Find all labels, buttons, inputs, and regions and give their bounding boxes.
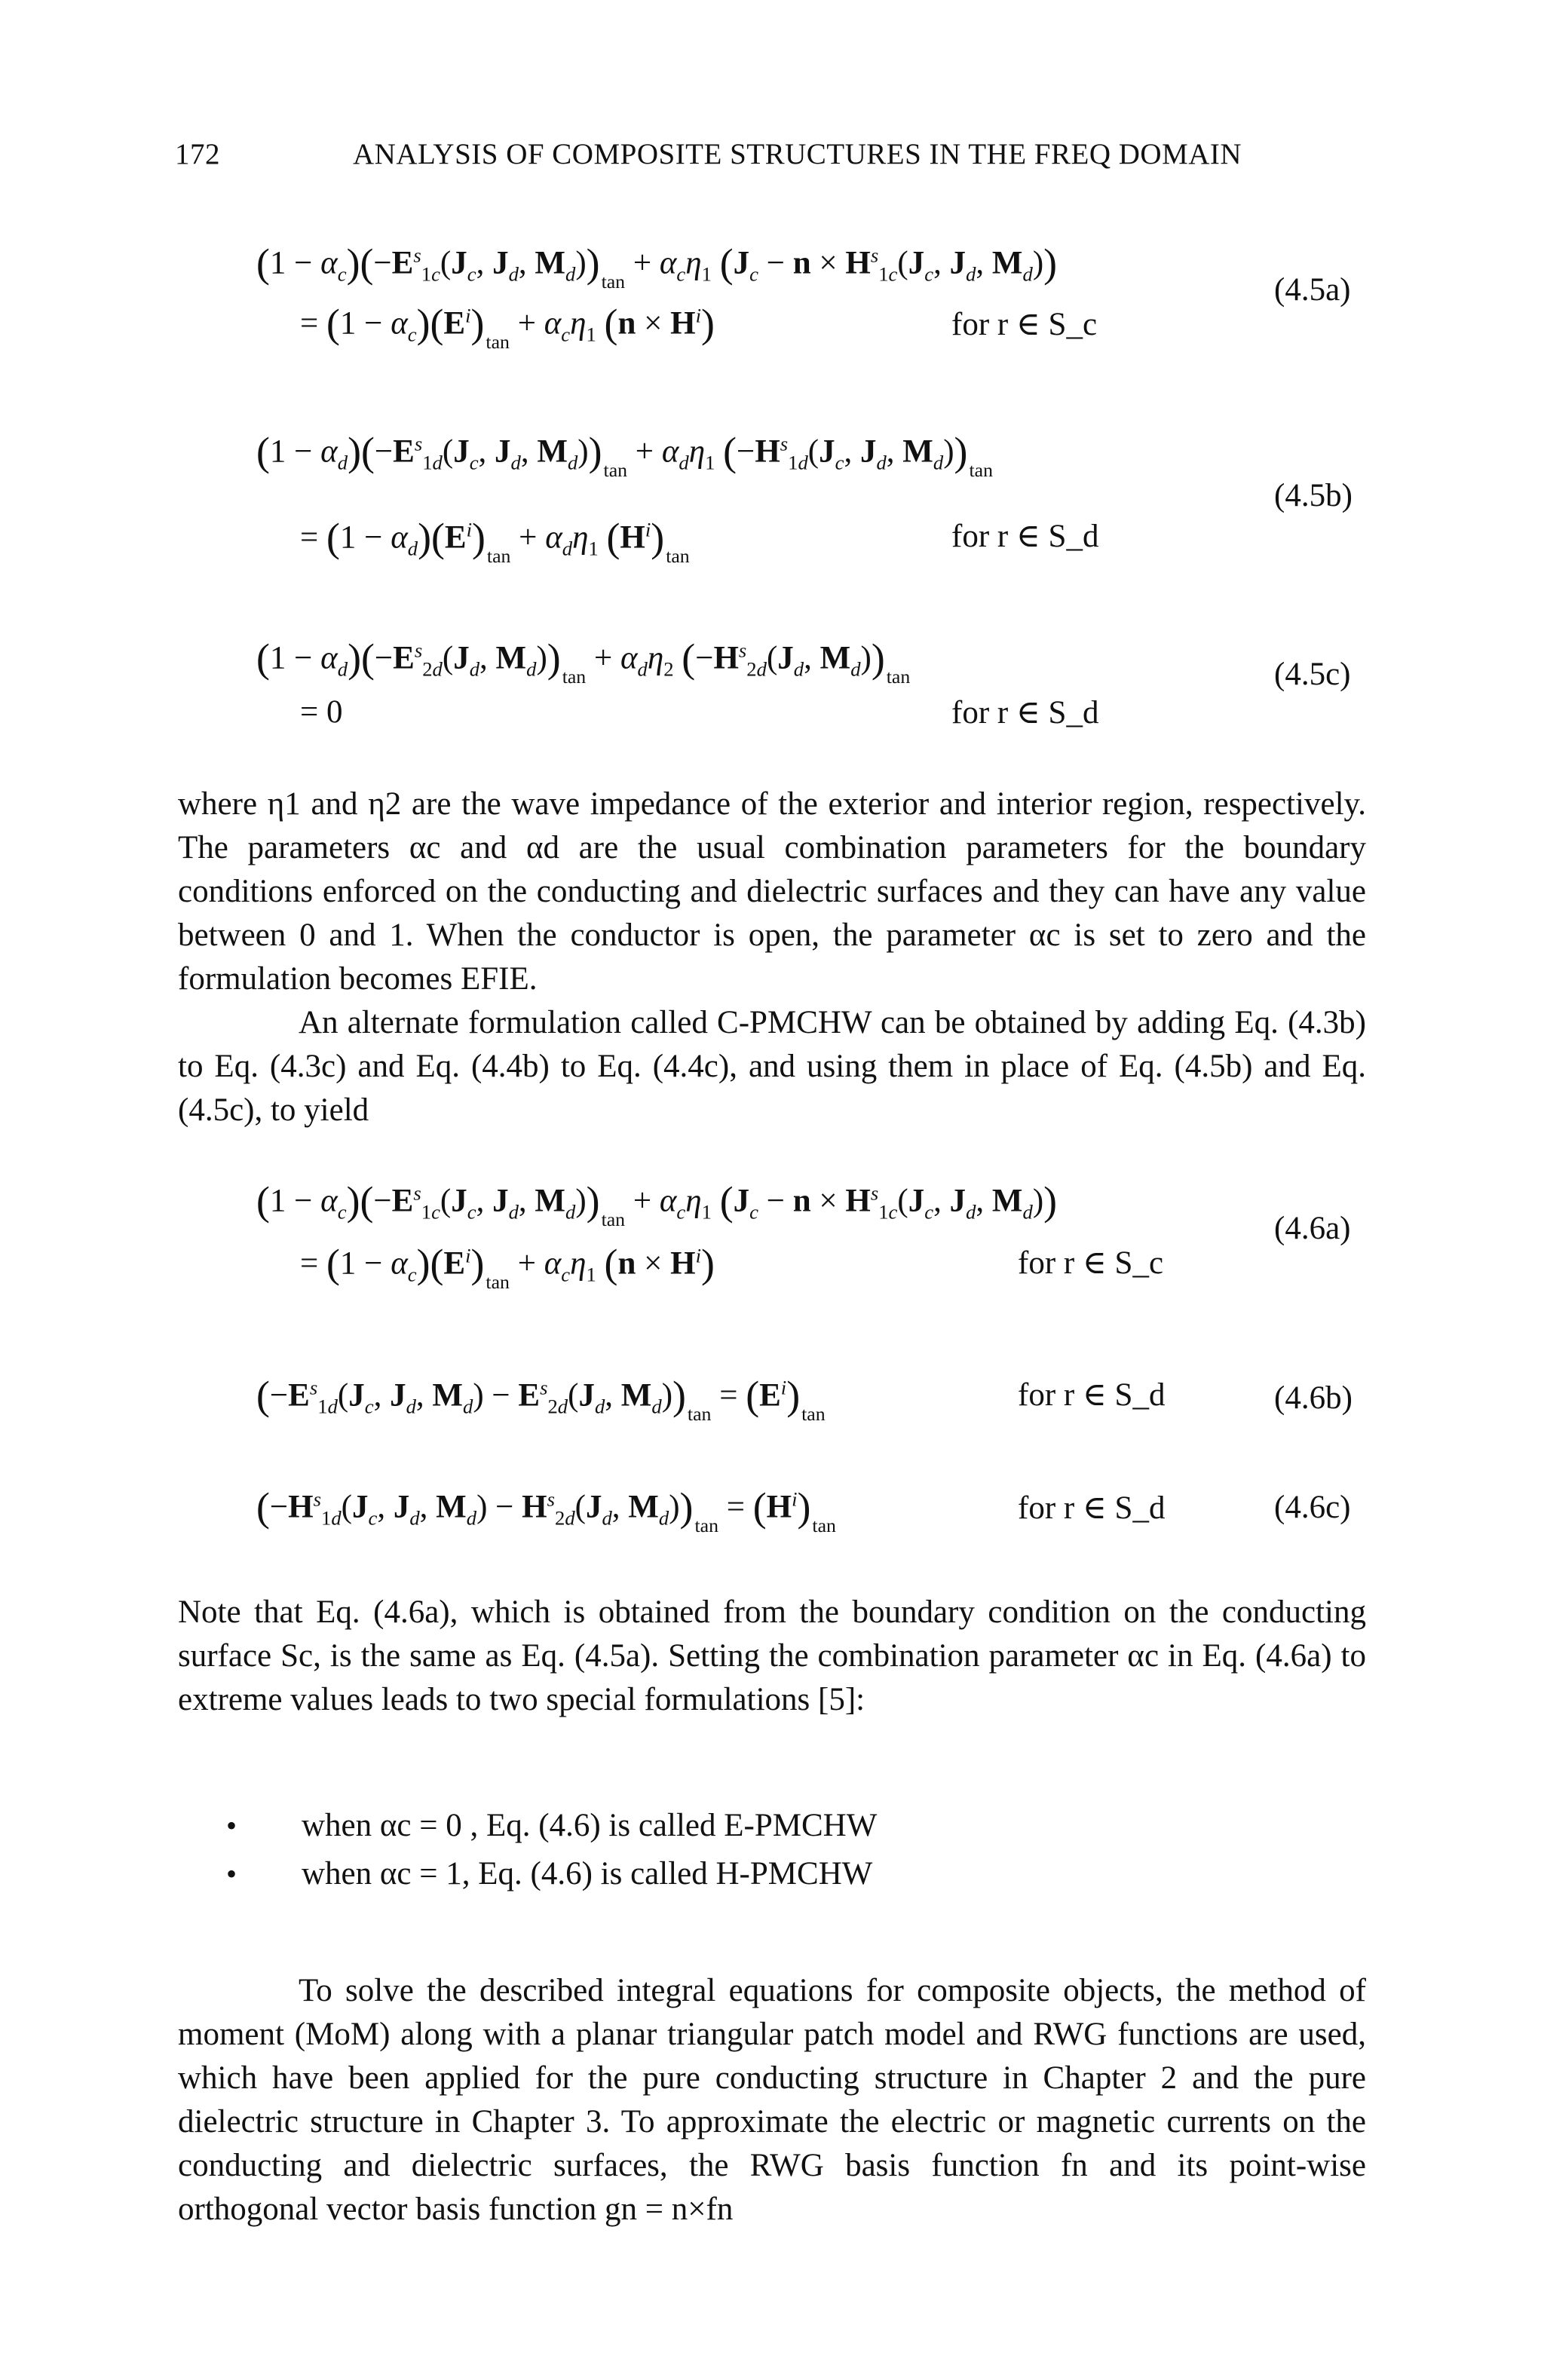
equation-4-5c-line2: = 0 — [300, 694, 343, 730]
condition-4-5b: for r ∈ S_d — [951, 519, 1099, 554]
body-text-upper — [178, 783, 1366, 1132]
paragraph-2: An alternate formulation called C-PMCHW can be obtained by adding Eq. (4.3b) to Eq. (4.3c) and Eq. (4.4b) to Eq. (4.4c), and using them in place of Eq. (4.5b) and Eq. (4.5c), to yield — [178, 1005, 1366, 1128]
equation-4-5a-line1: $(1 - \alpha_c)(-E^s_{1c}(J_c$, $J_d$, $M_d))_{tan} + \alpha_c\eta_1$ ($J_c - n \times H^s_{1c}(J_c$, $J_d$, $M_d$)) — [256, 240, 1058, 293]
bullet-condition: when αc = 1, — [302, 1856, 470, 1891]
equation-4-5b-line1: $(1 - \alpha_d)(-E^s_{1d}(J_c$, $J_d$, $M_d))_{tan} + \alpha_d\eta_1$ ($-H^s_{1d}(J_c$, $J_d$, $M_d))_{tan}$ — [256, 429, 993, 482]
equation-4-6a-line2: = $(1 - \alpha_c)(E^i)_{tan} + \alpha_c\eta_1$ $(n \times H^i)$ — [300, 1241, 715, 1294]
bullet-list — [226, 1802, 877, 1898]
equation-4-5c-line1: $(1 - \alpha_d)(-E^s_{2d}(J_d$, $M_d))_{tan} + \alpha_d\eta_2$ ($-H^s_{2d}(J_d$, $M_d))_{tan}$ — [256, 636, 911, 688]
equation-4-6a-line1: $(1 - \alpha_c)(-E^s_{1c}(J_c$, $J_d$, $M_d))_{tan} + \alpha_c\eta_1$ ($J_c - n \times H^s_{1c}(J_c$, $J_d$, $M_d$)) — [256, 1178, 1058, 1231]
equation-4-5a-line2: = $(1 - \alpha_c)(E^i)_{tan} + \alpha_c\eta_1$ $(n \times H^i)$ — [300, 301, 715, 354]
paragraph-3: Note that Eq. (4.6a), which is obtained from the boundary condition on the conducting surface Sc, is the same as Eq. (4.5a). Setting the combination parameter αc in Eq. (4.6a) to extreme values leads to two special formulations [5]: — [178, 1594, 1366, 1717]
page-number: 172 — [175, 138, 220, 170]
bullet-text: Eq. (4.6) is called H-PMCHW — [478, 1856, 873, 1891]
equation-4-5b-line2: = $(1 - \alpha_d)(E^i)_{tan} + \alpha_d\eta_1$ $(H^i)_{tan}$ — [300, 515, 690, 568]
equation-4-6b: ($-E^s_{1d}(J_c$, $J_d$, $M_d) - E^s_{2d}(J_d$, $M_d))_{tan} = (E^i)_{tan}$ — [256, 1373, 826, 1426]
bullet-condition: when αc = 0 , — [302, 1808, 479, 1843]
bullet-dot-icon: • — [226, 1809, 237, 1842]
condition-4-6c: for r ∈ S_d — [1018, 1490, 1166, 1526]
equation-4-6c: ($-H^s_{1d}(J_c$, $J_d$, $M_d) - H^s_{2d}(J_d$, $M_d))_{tan} = (H^i)_{tan}$ — [256, 1484, 836, 1537]
body-text-middle — [178, 1591, 1366, 1722]
equation-label-4-5c: (4.5c) — [1274, 657, 1351, 692]
bullet-dot-icon: • — [226, 1857, 237, 1891]
equation-label-4-6c: (4.6c) — [1274, 1490, 1351, 1525]
condition-4-6a: for r ∈ S_c — [1018, 1245, 1164, 1281]
equation-label-4-6a: (4.6a) — [1274, 1211, 1351, 1246]
bullet-item — [226, 1850, 877, 1898]
page-header — [175, 137, 1371, 175]
condition-4-6b: for r ∈ S_d — [1018, 1377, 1166, 1413]
condition-4-5a: for r ∈ S_c — [951, 307, 1098, 342]
equation-label-4-5a: (4.5a) — [1274, 272, 1351, 308]
bullet-text: Eq. (4.6) is called E-PMCHW — [486, 1808, 878, 1843]
equation-label-4-6b: (4.6b) — [1274, 1380, 1353, 1416]
bullet-item — [226, 1802, 877, 1850]
equation-label-4-5b: (4.5b) — [1274, 478, 1353, 513]
paragraph-1: where η1 and η2 are the wave impedance of the exterior and interior region, respectively. The parameters αc and αd are the usual combination parameters for the boundary conditions enforced on the conducting and dielectric surfaces and they can have any value between 0 and 1. When the conductor is open, the parameter αc is set to zero and the formulation becomes EFIE. — [178, 786, 1366, 997]
condition-4-5c: for r ∈ S_d — [951, 695, 1099, 731]
running-head: ANALYSIS OF COMPOSITE STRUCTURES IN THE FREQ DOMAIN — [353, 138, 1242, 170]
paragraph-4: To solve the described integral equations for composite objects, the method of moment (MoM) along with a planar triangular patch model and RWG functions are used, which have been applied for the pure conducting structure in Chapter 2 and the pure dielectric structure in Chapter 3. To approximate the electric or magnetic currents on the conducting and dielectric surfaces, the RWG basis function fn and its point-wise orthogonal vector basis function gn = n×fn — [178, 1973, 1366, 2227]
body-text-lower — [178, 1969, 1366, 2231]
